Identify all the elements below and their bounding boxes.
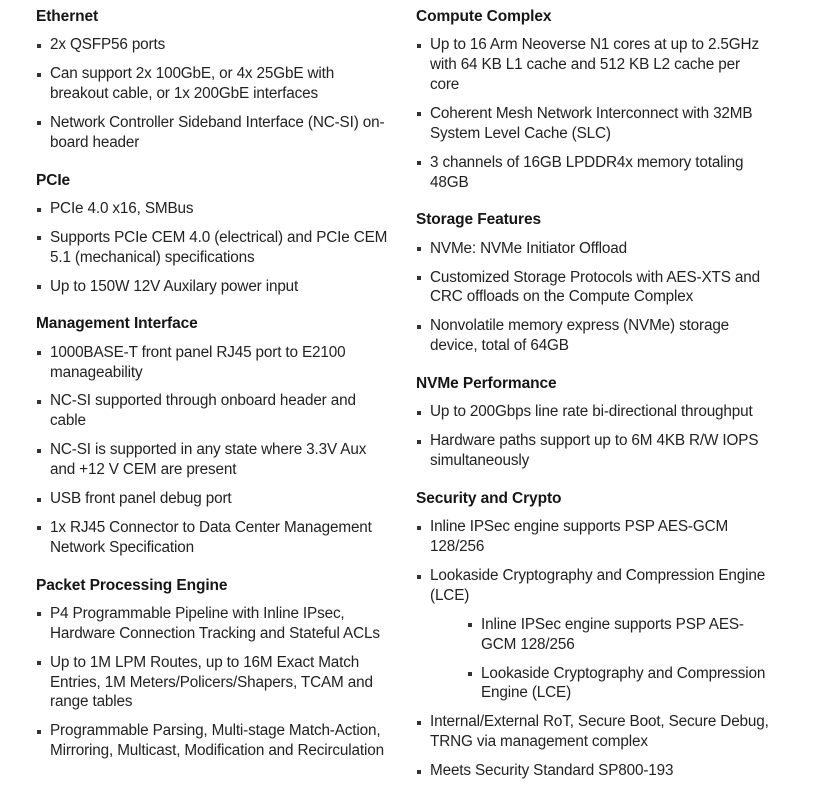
square-bullet-icon — [37, 498, 41, 502]
square-bullet-icon — [417, 440, 421, 444]
spec-bullet-text: 1x RJ45 Connector to Data Center Management Network Specification — [50, 518, 372, 556]
spec-bullet-item — [36, 199, 393, 219]
spec-bullet-text: Up to 200Gbps line rate bi-directional throughput — [430, 403, 753, 421]
spec-bullet-text: USB front panel debug port — [50, 489, 232, 507]
square-bullet-icon — [468, 672, 472, 676]
spec-section-ethernet — [36, 8, 393, 153]
spec-bullet-item — [416, 35, 772, 95]
square-bullet-icon — [37, 612, 41, 616]
spec-bullet-list — [36, 604, 393, 761]
spec-column-left — [0, 8, 405, 761]
square-bullet-icon — [417, 44, 421, 48]
square-bullet-icon — [37, 121, 41, 125]
spec-bullet-item — [36, 653, 393, 713]
square-bullet-icon — [417, 161, 421, 165]
spec-section-storage-features — [416, 211, 772, 356]
spec-sub-bullet-text: Lookaside Cryptography and Compression Engine (LCE) — [481, 664, 766, 702]
spec-bullet-item — [416, 402, 772, 422]
spec-bullet-item — [416, 153, 772, 193]
spec-bullet-text: Nonvolatile memory express (NVMe) storage device, total of 64GB — [430, 317, 730, 355]
spec-section-nvme-performance — [416, 375, 772, 471]
square-bullet-icon — [37, 44, 41, 48]
spec-bullet-item — [36, 113, 393, 153]
square-bullet-icon — [417, 526, 421, 530]
square-bullet-icon — [37, 400, 41, 404]
spec-bullet-text: NVMe: NVMe Initiator Offload — [430, 239, 628, 257]
section-heading: PCIe — [36, 171, 71, 189]
square-bullet-icon — [417, 721, 421, 725]
spec-bullet-item — [36, 64, 393, 104]
spec-bullet-item — [36, 391, 393, 431]
spec-bullet-item — [416, 268, 772, 308]
section-heading: Compute Complex — [416, 8, 552, 25]
square-bullet-icon — [37, 285, 41, 289]
spec-bullet-item — [36, 343, 393, 383]
spec-bullet-text: Internal/External RoT, Secure Boot, Secure Debug, TRNG via management complex — [430, 713, 769, 751]
spec-bullet-text: P4 Programmable Pipeline with Inline IPsec, Hardware Connection Tracking and Stateful ACLs — [50, 604, 380, 642]
spec-bullet-text: Supports PCIe CEM 4.0 (electrical) and PCIe CEM 5.1 (mechanical) specifications — [50, 228, 388, 266]
spec-bullet-text: Up to 150W 12V Auxilary power input — [50, 277, 299, 295]
spec-bullet-text: Hardware paths support up to 6M 4KB R/W IOPS simultaneously — [430, 432, 759, 470]
spec-bullet-text: Coherent Mesh Network Interconnect with 32MB System Level Cache (SLC) — [430, 104, 753, 142]
spec-bullet-list — [416, 239, 772, 356]
spec-bullet-text: Up to 16 Arm Neoverse N1 cores at up to 2.5GHz with 64 KB L1 cache and 512 KB L2 cache per core — [430, 36, 759, 94]
spec-bullet-text: PCIe 4.0 x16, SMBus — [50, 199, 194, 217]
spec-section-management-interface — [36, 315, 393, 557]
spec-bullet-text: Up to 1M LPM Routes, up to 16M Exact Match Entries, 1M Meters/Policers/Shapers, TCAM and range tables — [50, 653, 373, 711]
spec-bullet-item — [416, 712, 772, 752]
section-heading: NVMe Performance — [416, 375, 557, 393]
spec-bullet-text: 1000BASE-T front panel RJ45 port to E2100 manageability — [50, 343, 346, 381]
spec-bullet-list — [36, 199, 393, 297]
square-bullet-icon — [37, 449, 41, 453]
section-heading: Security and Crypto — [416, 489, 562, 507]
spec-bullet-item — [36, 228, 393, 268]
spec-bullet-item — [36, 440, 393, 480]
spec-sub-bullet-text: Inline IPSec engine supports PSP AES-GCM 128/256 — [481, 615, 744, 653]
spec-bullet-text: Can support 2x 100GbE, or 4x 25GbE with breakout cable, or 1x 200GbE interfaces — [50, 65, 335, 103]
spec-bullet-text: Customized Storage Protocols with AES-XTS and CRC offloads on the Compute Complex — [430, 268, 760, 306]
spec-bullet-text: Meets Security Standard SP800-193 — [430, 762, 674, 779]
spec-bullet-list — [416, 517, 772, 781]
section-heading: Management Interface — [36, 315, 198, 333]
square-bullet-icon — [417, 247, 421, 251]
square-bullet-icon — [37, 526, 41, 530]
section-heading: Storage Features — [416, 211, 542, 229]
spec-sub-bullet-item — [467, 615, 772, 655]
spec-bullet-text: Network Controller Sideband Interface (NC-SI) on-board header — [50, 113, 385, 151]
square-bullet-icon — [37, 236, 41, 240]
square-bullet-icon — [417, 112, 421, 116]
square-bullet-icon — [37, 730, 41, 734]
spec-bullet-item — [416, 761, 772, 781]
spec-bullet-text: NC-SI supported through onboard header and cable — [50, 392, 356, 430]
spec-bullet-item — [36, 277, 393, 297]
spec-bullet-list — [36, 343, 393, 558]
square-bullet-icon — [417, 575, 421, 579]
spec-bullet-item — [416, 431, 772, 471]
spec-bullet-text: Lookaside Cryptography and Compression Engine (LCE) — [430, 567, 766, 604]
spec-column-right — [405, 8, 827, 781]
spec-bullet-list — [36, 35, 393, 152]
spec-bullet-text: 3 channels of 16GB LPDDR4x memory totaling 48GB — [430, 153, 744, 191]
square-bullet-icon — [417, 770, 421, 774]
spec-sub-bullet-item — [467, 664, 772, 704]
spec-bullet-item — [36, 518, 393, 558]
spec-section-packet-processing-engine — [36, 577, 393, 761]
spec-bullet-item — [36, 489, 393, 509]
spec-bullet-list — [416, 402, 772, 471]
spec-bullet-item — [416, 104, 772, 144]
spec-bullet-text: Programmable Parsing, Multi-stage Match-Action, Mirroring, Multicast, Modification and Recirculation — [50, 722, 384, 760]
spec-bullet-list — [416, 35, 772, 192]
spec-section-pcie — [36, 172, 393, 297]
spec-bullet-item — [36, 721, 393, 761]
square-bullet-icon — [417, 276, 421, 280]
square-bullet-icon — [37, 351, 41, 355]
spec-bullet-item — [36, 35, 393, 55]
spec-sub-bullet-list — [430, 615, 772, 704]
square-bullet-icon — [417, 325, 421, 329]
spec-bullet-text: 2x QSFP56 ports — [50, 36, 166, 54]
square-bullet-icon — [37, 208, 41, 212]
section-heading: Ethernet — [36, 8, 99, 25]
square-bullet-icon — [37, 73, 41, 77]
spec-bullet-text: NC-SI is supported in any state where 3.3V Aux and +12 V CEM are present — [50, 441, 367, 479]
spec-section-security-and-crypto — [416, 490, 772, 781]
spec-bullet-item — [416, 239, 772, 259]
section-heading: Packet Processing Engine — [36, 576, 228, 594]
spec-section-compute-complex — [416, 8, 772, 192]
square-bullet-icon — [468, 623, 472, 627]
spec-bullet-item — [36, 604, 393, 644]
spec-bullet-text: Inline IPSec engine supports PSP AES-GCM 128/256 — [430, 518, 729, 556]
square-bullet-icon — [417, 411, 421, 415]
spec-bullet-item — [416, 316, 772, 356]
square-bullet-icon — [37, 661, 41, 665]
spec-bullet-item — [416, 566, 772, 703]
spec-bullet-item — [416, 517, 772, 557]
